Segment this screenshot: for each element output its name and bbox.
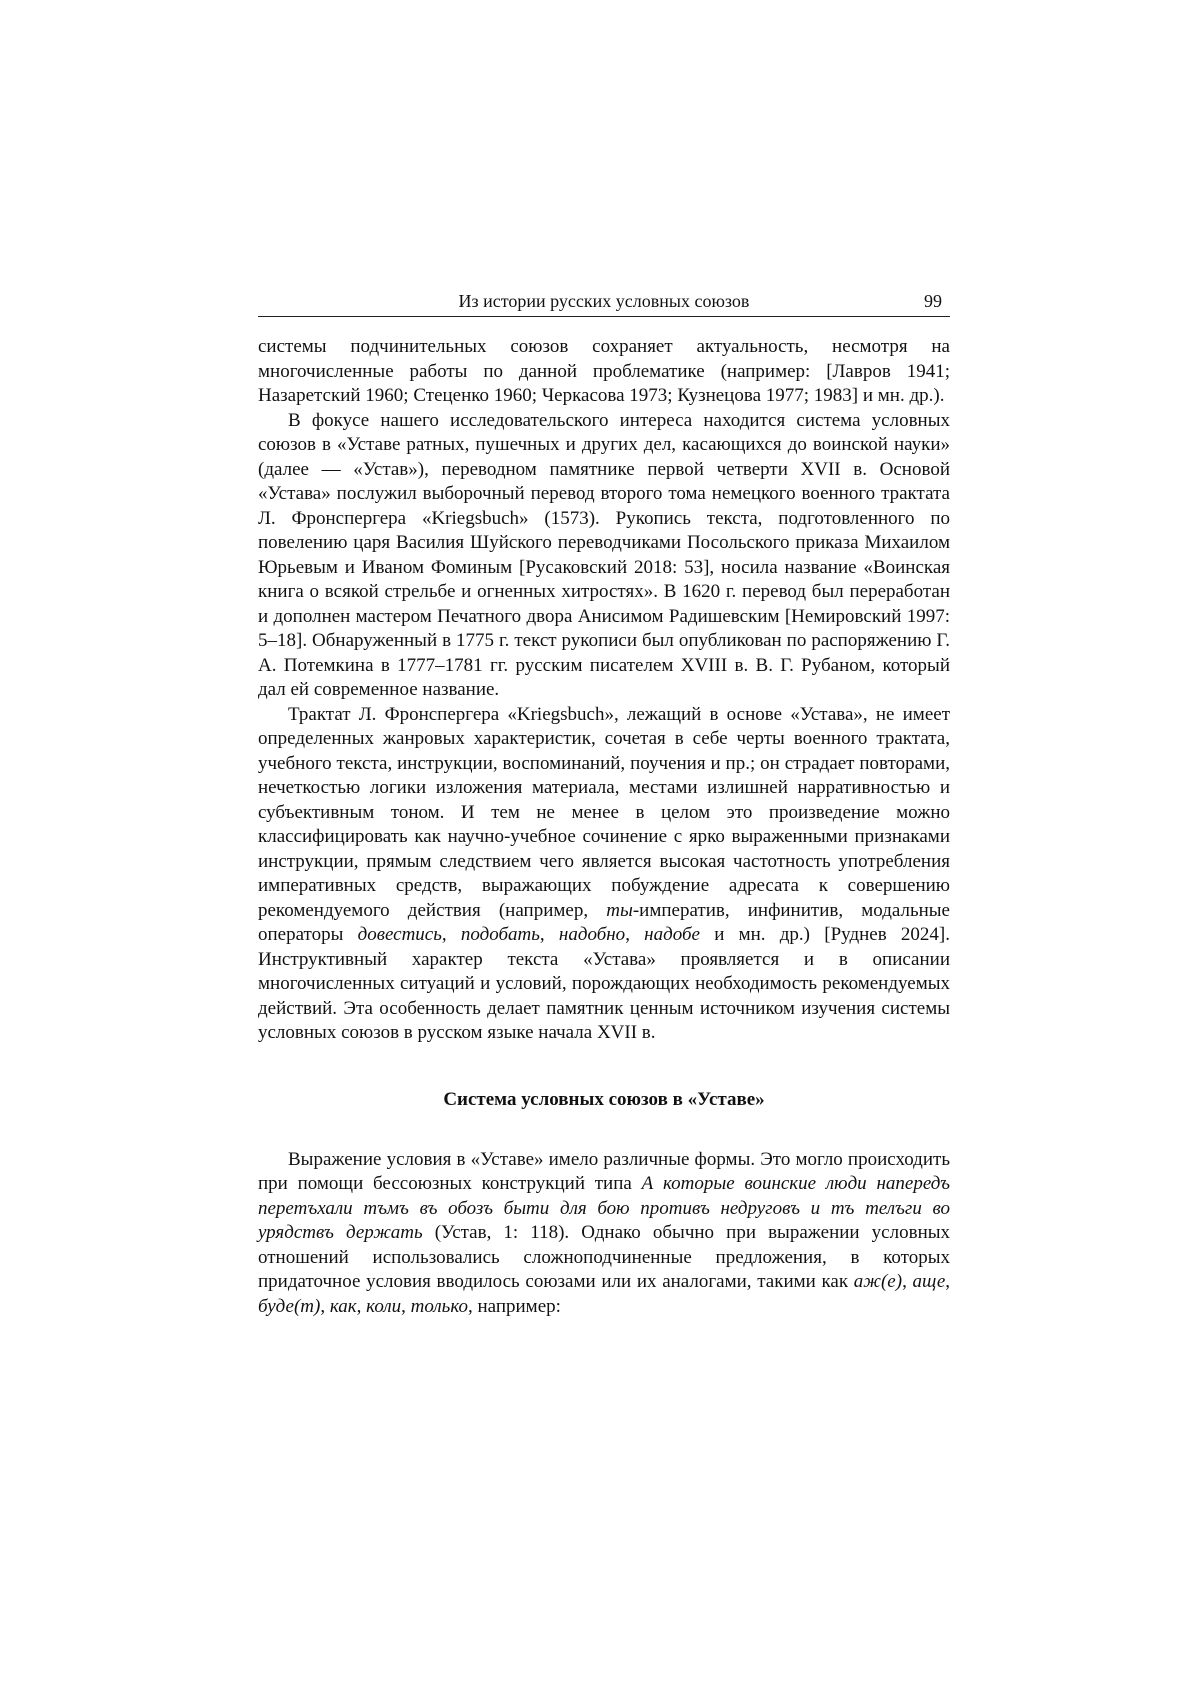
separator: , bbox=[401, 1295, 411, 1317]
separator: , bbox=[356, 1295, 367, 1317]
separator: , bbox=[625, 924, 645, 945]
paragraph-text: В фокусе нашего исследовательского интереса находится система условных союзов в «Уставе ратных, пушечных и других дел, касающихся до воинской науки» (далее — «Устав»), переводном памятнике первой четверти XVII в. Основой «Устава» послужил выборочный перевод второго тома немецкого военного трактата Л. Фронспергера «Kriegsbuch» (1573). Рукопись текста, подготовленного по повелению царя Василия Шуйского переводчиками Посольского приказа Михаилом Юрьевым и Иваном Фоминым [Русаковский 2018: 53], носила название «Воинская книга о всякой стрельбе и огненных хитростях». В 1620 г. перевод был переработан и дополнен мастером Печатного двора Анисимом Радишевским [Немировский 1997: 5–18]. Обнаруженный в 1775 г. текст рукописи был опубликован по распоряжению Г. А. Потемкина в 1777–1781 гг. русским писателем XVIII в. В. Г. Рубаном, который дал ей современное название. bbox=[258, 409, 950, 700]
italic-term: подобать bbox=[460, 924, 540, 945]
italic-term: ты bbox=[606, 899, 633, 921]
italic-example: А которые воинские люди напередъ перетъхали тъмъ въ обозъ быти для бою противъ недруговъ и тъ телъги во урядствъ держать bbox=[258, 1173, 950, 1243]
paragraph-continuation bbox=[258, 335, 950, 409]
separator: , bbox=[320, 1295, 330, 1317]
italic-conjunction: буде(т) bbox=[258, 1295, 321, 1317]
text-run: , например: bbox=[467, 1295, 561, 1317]
page-number: 99 bbox=[924, 291, 942, 311]
separator: , bbox=[945, 1271, 950, 1292]
body-text bbox=[258, 335, 950, 1319]
italic-conjunction: коли bbox=[366, 1295, 402, 1317]
italic-conjunction: как bbox=[329, 1295, 357, 1317]
italic-term: надобно bbox=[558, 924, 626, 945]
section-heading: Система условных союзов в «Уставе» bbox=[443, 1088, 765, 1110]
text-run: и мн. др.) [Руднев 2024]. Инструктивный характер текста «Устава» проявляется и в описании многочисленных ситуаций и условий, порождающих необходимость рекомендуемых действий. Эта особенность делает памятник ценным источником изучения системы условных союзов в русском языке начала XVII в. bbox=[258, 924, 950, 1043]
paragraph-text: системы подчинительных союзов сохраняет актуальность, несмотря на многочисленные работы по данной проблематике (например: [Лавров 1941; Назаретский 1960; Стеценко 1960; Черкасова 1973; Кузнецова 1977; 1983] и мн. др.). bbox=[258, 336, 950, 406]
paragraph-treatise bbox=[258, 703, 950, 1046]
text-run: Выражение условия в «Уставе» имело различные формы. Это могло происходить при помощи бессоюзных конструкций типа bbox=[258, 1148, 950, 1194]
italic-conjunction: аще bbox=[912, 1271, 946, 1292]
italic-conjunction: только bbox=[410, 1295, 468, 1317]
page bbox=[258, 286, 950, 1319]
separator: , bbox=[441, 924, 461, 945]
paragraph-focus bbox=[258, 409, 950, 703]
paragraph-expression bbox=[258, 1148, 950, 1320]
text-run: (Устав, 1: 118). Однако обычно при выражении условных отношений использовались сложноподчиненные предложения, в которых придаточное условия вводилось союзами или их аналогами, такими как bbox=[258, 1222, 950, 1292]
separator: , bbox=[902, 1271, 913, 1292]
text-run: -императив, инфинитив, модальные операторы bbox=[258, 899, 950, 945]
italic-conjunction: аж(е) bbox=[853, 1271, 903, 1292]
italic-term: довестись bbox=[357, 924, 442, 945]
text-run: Трактат Л. Фронспергера «Kriegsbuch», лежащий в основе «Устава», не имеет определенных жанровых характеристик, сочетая в себе черты военного трактата, учебного текста, инструкции, воспоминаний, поучения и пр.; он страдает повторами, нечеткостью логики изложения материала, местами излишней нарративностью и субъективным тоном. И тем не менее в целом это произведение можно классифицировать как научно-учебное сочинение с ярко выраженными признаками инструкции, прямым следствием чего является высокая частотность употребления императивных средств, выражающих побуждение адресата к совершению рекомендуемого действия (например, bbox=[258, 703, 950, 921]
running-header bbox=[258, 286, 950, 317]
running-title: Из истории русских условных союзов bbox=[458, 291, 750, 311]
italic-term: надобе bbox=[644, 924, 700, 945]
separator: , bbox=[539, 924, 559, 945]
